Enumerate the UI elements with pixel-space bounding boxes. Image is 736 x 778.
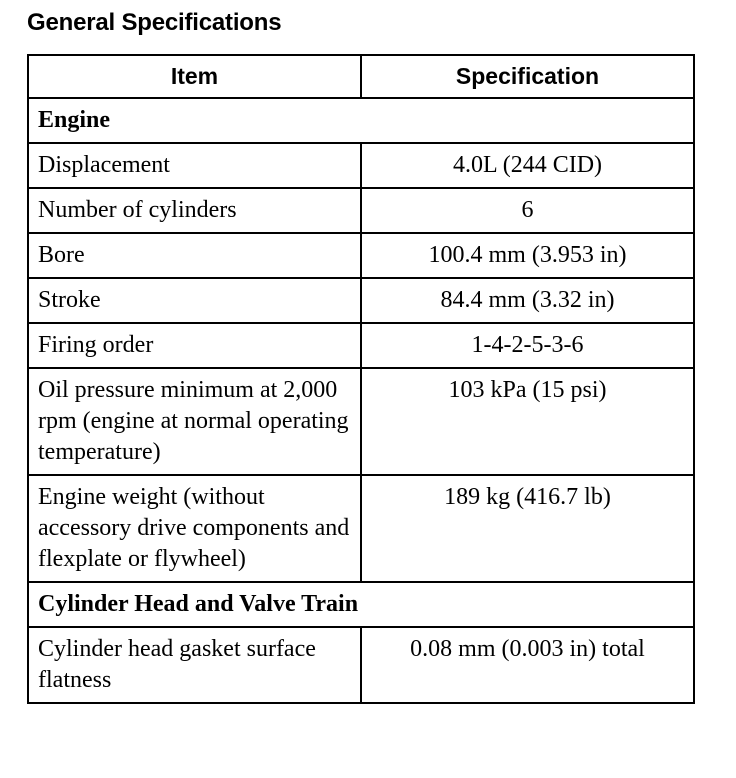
section-row-cylinder-head <box>28 582 694 627</box>
specification-cell: 103 kPa (15 psi) <box>361 368 694 475</box>
column-header-specification: Specification <box>361 55 694 98</box>
column-header-item: Item <box>28 55 361 98</box>
table-row <box>28 627 694 703</box>
item-cell: Displacement <box>28 143 361 188</box>
section-title: Engine <box>28 98 694 143</box>
item-cell: Firing order <box>28 323 361 368</box>
table-header-row <box>28 55 694 98</box>
specification-cell: 6 <box>361 188 694 233</box>
specifications-table <box>27 54 695 704</box>
item-cell: Bore <box>28 233 361 278</box>
specification-cell: 100.4 mm (3.953 in) <box>361 233 694 278</box>
section-title: Cylinder Head and Valve Train <box>28 582 694 627</box>
specification-cell: 84.4 mm (3.32 in) <box>361 278 694 323</box>
table-row <box>28 143 694 188</box>
table-row <box>28 188 694 233</box>
item-cell: Cylinder head gasket surface flatness <box>28 627 361 703</box>
table-row <box>28 233 694 278</box>
table-row <box>28 323 694 368</box>
specification-cell: 4.0L (244 CID) <box>361 143 694 188</box>
item-cell: Engine weight (without accessory drive components and flexplate or flywheel) <box>28 475 361 582</box>
table-row <box>28 278 694 323</box>
specification-cell: 1-4-2-5-3-6 <box>361 323 694 368</box>
table-row <box>28 475 694 582</box>
table-row <box>28 368 694 475</box>
specification-cell: 0.08 mm (0.003 in) total <box>361 627 694 703</box>
item-cell: Stroke <box>28 278 361 323</box>
item-cell: Oil pressure minimum at 2,000 rpm (engine at normal operating temperature) <box>28 368 361 475</box>
page-title: General Specifications <box>27 9 282 36</box>
specification-cell: 189 kg (416.7 lb) <box>361 475 694 582</box>
item-cell: Number of cylinders <box>28 188 361 233</box>
section-row-engine <box>28 98 694 143</box>
